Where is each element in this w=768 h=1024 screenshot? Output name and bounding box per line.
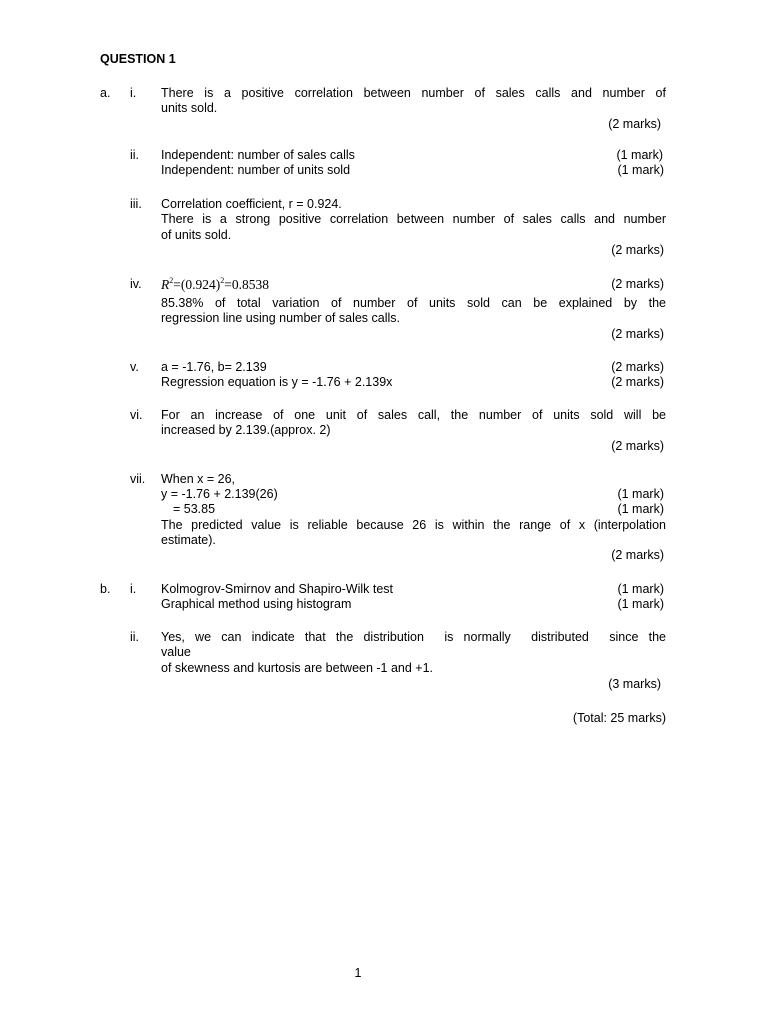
b-ii-line3: of skewness and kurtosis are between -1 and +1.: [161, 661, 434, 675]
r-squared-formula: $R^2=(0.924)^2=0.8538$: [161, 276, 269, 292]
a-iv-label: iv.: [130, 277, 142, 291]
a-i-marks: (2 marks): [608, 117, 661, 131]
a-v-line1: a = -1.76, b= 2.139: [161, 360, 267, 374]
question-title: QUESTION 1: [100, 52, 176, 66]
part-b-label: b.: [100, 582, 111, 596]
a-i-label: i.: [130, 86, 137, 100]
a-vi-label: vi.: [130, 408, 143, 422]
a-iv-line1: 85.38% of total variation of number of units sold can be explained by the: [161, 296, 666, 310]
b-i-marks2: (1 mark): [617, 597, 664, 611]
b-i-line1: Kolmogrov-Smirnov and Shapiro-Wilk test: [161, 582, 394, 596]
a-v-marks2: (2 marks): [611, 375, 664, 389]
a-iv-marks1: (2 marks): [611, 277, 664, 291]
page-number: 1: [354, 966, 362, 980]
b-ii-line2: value: [161, 645, 191, 659]
a-vii-line4: The predicted value is reliable because 26 is within the range of x (interpolation: [161, 518, 666, 532]
a-v-label: v.: [130, 360, 139, 374]
a-iii-line3: of units sold.: [161, 228, 232, 242]
a-iii-marks: (2 marks): [611, 243, 664, 257]
a-iii-line2: There is a strong positive correlation between number of sales calls and number: [161, 212, 666, 226]
a-iii-line1: Correlation coefficient, r = 0.924.: [161, 197, 342, 211]
b-ii-line1: Yes, we can indicate that the distribution is normally distributed since the: [161, 630, 666, 644]
a-vii-marks2: (1 mark): [617, 502, 664, 516]
a-vi-line2: increased by 2.139.(approx. 2): [161, 423, 331, 437]
total-marks: (Total: 25 marks): [572, 711, 666, 725]
a-vii-line1: When x = 26,: [161, 472, 235, 486]
a-vi-marks: (2 marks): [611, 439, 664, 453]
a-iv-line2: regression line using number of sales calls.: [161, 311, 401, 325]
b-ii-marks: (3 marks): [608, 677, 661, 691]
b-i-marks1: (1 mark): [617, 582, 664, 596]
a-ii-marks2: (1 mark): [617, 163, 664, 177]
a-vii-line5: estimate).: [161, 533, 216, 547]
a-ii-marks1: (1 mark): [616, 148, 663, 162]
a-vii-marks3: (2 marks): [611, 548, 664, 562]
a-iii-label: iii.: [130, 197, 142, 211]
b-i-label: i.: [130, 582, 137, 596]
a-v-marks1: (2 marks): [611, 360, 664, 374]
a-ii-line2: Independent: number of units sold: [161, 163, 351, 177]
b-ii-label: ii.: [130, 630, 140, 644]
a-iv-marks2: (2 marks): [611, 327, 664, 341]
a-vi-line1: For an increase of one unit of sales call, the number of units sold will be: [161, 408, 666, 422]
a-ii-line1: Independent: number of sales calls: [161, 148, 355, 162]
a-i-line2: units sold.: [161, 101, 218, 115]
a-vii-label: vii.: [130, 472, 146, 486]
a-ii-label: ii.: [130, 148, 140, 162]
b-i-line2: Graphical method using histogram: [161, 597, 352, 611]
a-vii-marks1: (1 mark): [617, 487, 664, 501]
part-a-label: a.: [100, 86, 111, 100]
a-vii-line3: = 53.85: [173, 502, 216, 516]
a-v-line2: Regression equation is y = -1.76 + 2.139x: [161, 375, 393, 389]
a-i-line1: There is a positive correlation between number of sales calls and number of: [161, 86, 666, 100]
a-vii-line2: y = -1.76 + 2.139(26): [161, 487, 278, 501]
